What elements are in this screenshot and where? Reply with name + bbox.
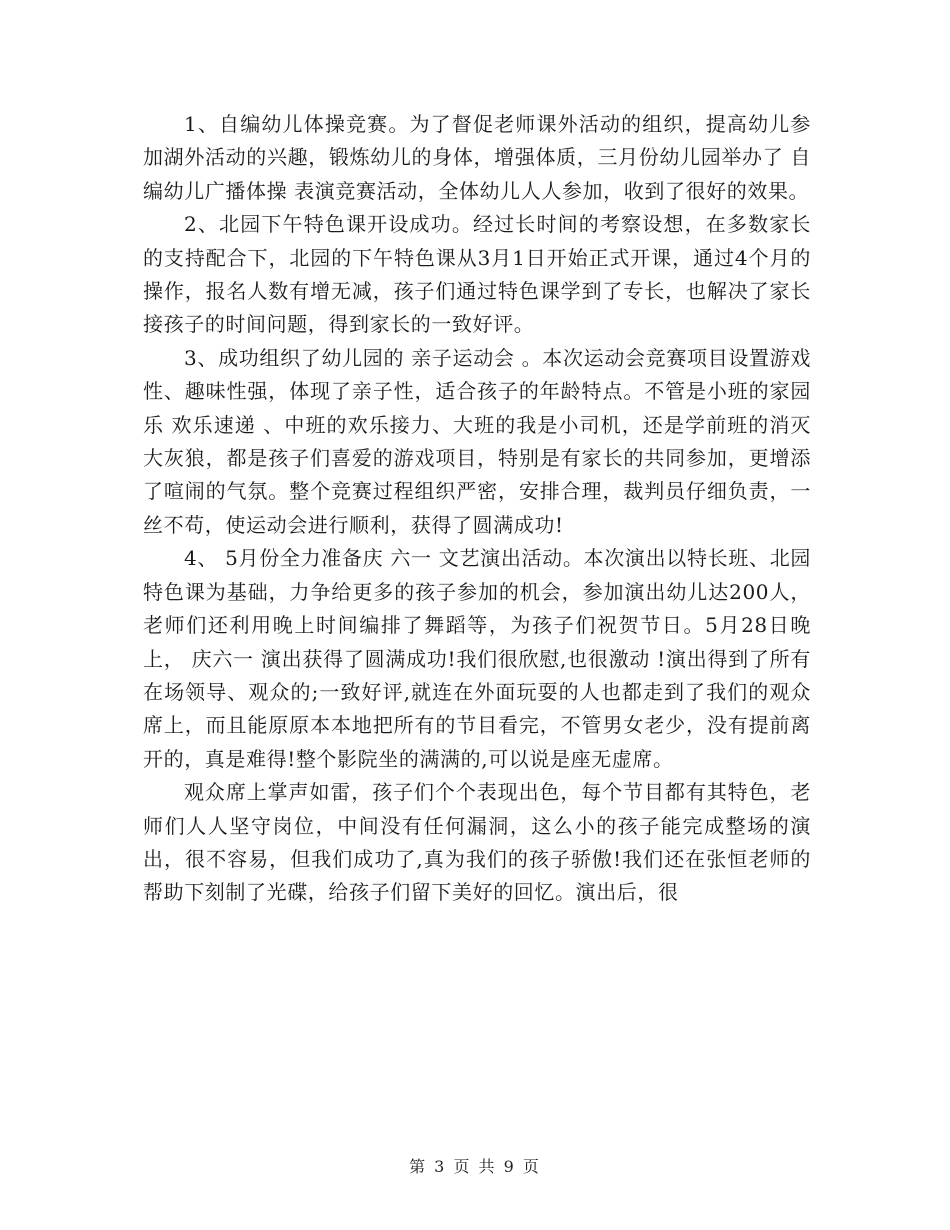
paragraph-3: 3、成功组织了幼儿园的 亲子运动会 。本次运动会竞赛项目设置游戏性、趣味性强，体现了亲子性，适合孩子的年龄特点。不管是小班的家园乐 欢乐速递 、中班的欢乐接力、大班的我是小司机，还是学前班的消灭大灰狼，都是孩子们喜爱的游戏项目，特别是有家长的共同参加，更增添了喧闹的气氛。整个竞赛过程组织严密，安排合理，裁判员仔细负责，一丝不苟，使运动会进行顺利，获得了圆满成功! [143, 345, 811, 537]
paragraph-2: 2、北园下午特色课开设成功。经过长时间的考察设想，在多数家长的支持配合下，北园的下午特色课从3月1日开始正式开课，通过4个月的操作，报名人数有增无减，孩子们通过特色课学到了专长，也解决了家长接孩子的时间问题，得到家长的一致好评。 [143, 212, 811, 337]
paragraph-5: 观众席上掌声如雷，孩子们个个表现出色，每个节目都有其特色，老师们人人坚守岗位，中间没有任何漏洞，这么小的孩子能完成整场的演出，很不容易，但我们成功了,真为我们的孩子骄傲!我们还在张恒老师的帮助下刻制了光碟，给孩子们留下美好的回忆。演出后，很 [143, 780, 811, 905]
page-footer: 第 3 页 共 9 页 [409, 1157, 541, 1176]
body-text [143, 108, 811, 910]
paragraph-4: 4、 5月份全力准备庆 六一 文艺演出活动。本次演出以特长班、北园特色课为基础，力争给更多的孩子参加的机会，参加演出幼儿达200人，老师们还利用晚上时间编排了舞蹈等，为孩子们祝贺节日。5月28日晚上， 庆六一 演出获得了圆满成功!我们很欣慰,也很激动 !演出得到了所有在场领导、观众的;一致好评,就连在外面玩耍的人也都走到了我们的观众席上，而且能原原本本地把所有的节目看完，不管男女老少，没有提前离开的，真是难得!整个影院坐的满满的,可以说是座无虚席。 [143, 546, 811, 771]
paragraph-1: 1、自编幼儿体操竞赛。为了督促老师课外活动的组织，提高幼儿参加湖外活动的兴趣，锻炼幼儿的身体，增强体质，三月份幼儿园举办了 自编幼儿广播体操 表演竞赛活动，全体幼儿人人参加，收到了很好的效果。 [143, 112, 811, 203]
